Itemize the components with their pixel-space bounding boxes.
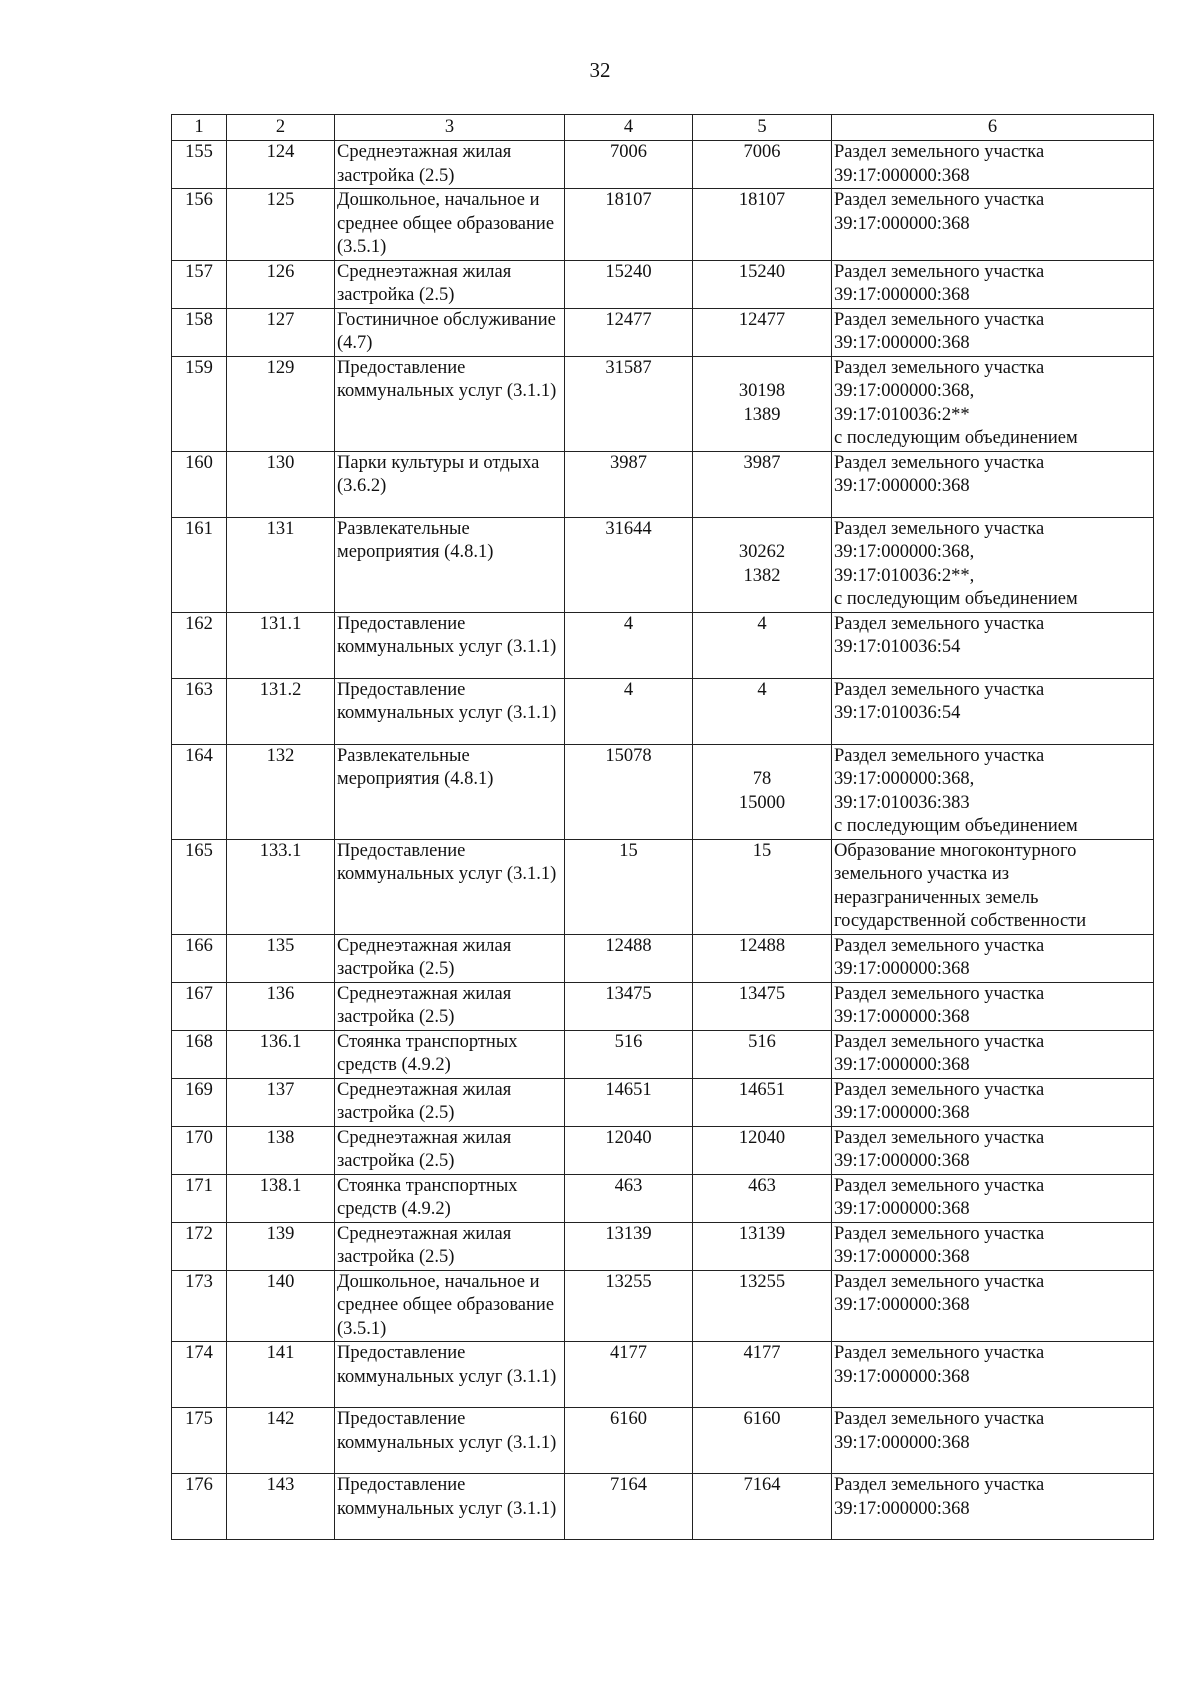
area-parts-cell: 78 15000 <box>693 744 832 839</box>
formation-method-cell: Раздел земельного участка 39:17:000000:368 <box>832 1078 1154 1126</box>
plot-area-cell: 31587 <box>565 356 693 451</box>
formation-method-cell: Раздел земельного участка 39:17:000000:368, 39:17:010036:2** с последующим объединением <box>832 356 1154 451</box>
area-parts-cell: 12488 <box>693 934 832 982</box>
column-header-5: 5 <box>693 115 832 141</box>
row-number-cell: 164 <box>172 744 227 839</box>
table-row <box>172 839 1154 934</box>
plot-number-cell: 125 <box>227 189 335 261</box>
plot-area-cell: 4177 <box>565 1342 693 1408</box>
formation-method-cell: Раздел земельного участка 39:17:000000:368 <box>832 1474 1154 1540</box>
formation-method-cell: Раздел земельного участка 39:17:000000:368 <box>832 189 1154 261</box>
plot-area-cell: 31644 <box>565 517 693 612</box>
plot-number-cell: 138.1 <box>227 1174 335 1222</box>
row-number-cell: 176 <box>172 1474 227 1540</box>
permitted-use-cell: Среднеэтажная жилая застройка (2.5) <box>335 1078 565 1126</box>
row-number-cell: 168 <box>172 1030 227 1078</box>
table-row <box>172 1030 1154 1078</box>
area-parts-cell: 15240 <box>693 260 832 308</box>
plot-area-cell: 15 <box>565 839 693 934</box>
permitted-use-cell: Предоставление коммунальных услуг (3.1.1) <box>335 1474 565 1540</box>
formation-method-cell: Раздел земельного участка 39:17:010036:54 <box>832 678 1154 744</box>
row-number-cell: 175 <box>172 1408 227 1474</box>
row-number-cell: 174 <box>172 1342 227 1408</box>
plot-area-cell: 4 <box>565 612 693 678</box>
plot-number-cell: 129 <box>227 356 335 451</box>
row-number-cell: 165 <box>172 839 227 934</box>
table-row <box>172 1408 1154 1474</box>
plot-area-cell: 463 <box>565 1174 693 1222</box>
column-header-4: 4 <box>565 115 693 141</box>
row-number-cell: 171 <box>172 1174 227 1222</box>
row-number-cell: 160 <box>172 451 227 517</box>
plot-area-cell: 13475 <box>565 982 693 1030</box>
plot-area-cell: 13139 <box>565 1222 693 1270</box>
plot-area-cell: 15078 <box>565 744 693 839</box>
table-body <box>172 141 1154 1540</box>
plot-number-cell: 138 <box>227 1126 335 1174</box>
area-parts-cell: 4 <box>693 612 832 678</box>
formation-method-cell: Раздел земельного участка 39:17:000000:368 <box>832 1342 1154 1408</box>
permitted-use-cell: Среднеэтажная жилая застройка (2.5) <box>335 260 565 308</box>
row-number-cell: 158 <box>172 308 227 356</box>
plot-area-cell: 7006 <box>565 141 693 189</box>
plot-area-cell: 12488 <box>565 934 693 982</box>
permitted-use-cell: Гостиничное обслуживание (4.7) <box>335 308 565 356</box>
formation-method-cell: Раздел земельного участка 39:17:000000:368 <box>832 1270 1154 1342</box>
permitted-use-cell: Стоянка транспортных средств (4.9.2) <box>335 1030 565 1078</box>
permitted-use-cell: Стоянка транспортных средств (4.9.2) <box>335 1174 565 1222</box>
table-row <box>172 678 1154 744</box>
plot-number-cell: 140 <box>227 1270 335 1342</box>
area-parts-cell: 516 <box>693 1030 832 1078</box>
plot-area-cell: 516 <box>565 1030 693 1078</box>
permitted-use-cell: Среднеэтажная жилая застройка (2.5) <box>335 1126 565 1174</box>
plot-area-cell: 13255 <box>565 1270 693 1342</box>
permitted-use-cell: Предоставление коммунальных услуг (3.1.1) <box>335 612 565 678</box>
plot-number-cell: 126 <box>227 260 335 308</box>
row-number-cell: 161 <box>172 517 227 612</box>
plot-area-cell: 14651 <box>565 1078 693 1126</box>
table-row <box>172 1078 1154 1126</box>
plot-number-cell: 142 <box>227 1408 335 1474</box>
column-header-6: 6 <box>832 115 1154 141</box>
area-parts-cell: 14651 <box>693 1078 832 1126</box>
area-parts-cell: 13139 <box>693 1222 832 1270</box>
column-header-1: 1 <box>172 115 227 141</box>
row-number-cell: 163 <box>172 678 227 744</box>
formation-method-cell: Раздел земельного участка 39:17:000000:368 <box>832 141 1154 189</box>
plot-number-cell: 124 <box>227 141 335 189</box>
row-number-cell: 166 <box>172 934 227 982</box>
formation-method-cell: Раздел земельного участка 39:17:010036:54 <box>832 612 1154 678</box>
row-number-cell: 169 <box>172 1078 227 1126</box>
formation-method-cell: Раздел земельного участка 39:17:000000:368 <box>832 451 1154 517</box>
permitted-use-cell: Развлекательные мероприятия (4.8.1) <box>335 744 565 839</box>
plot-area-cell: 12040 <box>565 1126 693 1174</box>
row-number-cell: 159 <box>172 356 227 451</box>
permitted-use-cell: Предоставление коммунальных услуг (3.1.1) <box>335 356 565 451</box>
area-parts-cell: 30198 1389 <box>693 356 832 451</box>
table-row <box>172 517 1154 612</box>
table-row <box>172 982 1154 1030</box>
area-parts-cell: 4177 <box>693 1342 832 1408</box>
permitted-use-cell: Предоставление коммунальных услуг (3.1.1) <box>335 678 565 744</box>
row-number-cell: 170 <box>172 1126 227 1174</box>
area-parts-cell: 30262 1382 <box>693 517 832 612</box>
table-row <box>172 189 1154 261</box>
plot-area-cell: 4 <box>565 678 693 744</box>
formation-method-cell: Образование многоконтурного земельного участка из неразграниченных земель государственной собственности <box>832 839 1154 934</box>
formation-method-cell: Раздел земельного участка 39:17:000000:368 <box>832 982 1154 1030</box>
row-number-cell: 156 <box>172 189 227 261</box>
permitted-use-cell: Среднеэтажная жилая застройка (2.5) <box>335 1222 565 1270</box>
area-parts-cell: 15 <box>693 839 832 934</box>
plot-number-cell: 136.1 <box>227 1030 335 1078</box>
area-parts-cell: 6160 <box>693 1408 832 1474</box>
permitted-use-cell: Среднеэтажная жилая застройка (2.5) <box>335 982 565 1030</box>
table-row <box>172 612 1154 678</box>
area-parts-cell: 3987 <box>693 451 832 517</box>
permitted-use-cell: Парки культуры и отдыха (3.6.2) <box>335 451 565 517</box>
table-header <box>172 115 1154 141</box>
table-row <box>172 1222 1154 1270</box>
area-parts-cell: 4 <box>693 678 832 744</box>
plot-number-cell: 137 <box>227 1078 335 1126</box>
permitted-use-cell: Среднеэтажная жилая застройка (2.5) <box>335 934 565 982</box>
land-plots-table <box>171 114 1154 1540</box>
area-parts-cell: 13475 <box>693 982 832 1030</box>
permitted-use-cell: Предоставление коммунальных услуг (3.1.1) <box>335 1408 565 1474</box>
formation-method-cell: Раздел земельного участка 39:17:000000:368 <box>832 1222 1154 1270</box>
area-parts-cell: 463 <box>693 1174 832 1222</box>
area-parts-cell: 12477 <box>693 308 832 356</box>
header-row <box>172 115 1154 141</box>
plot-area-cell: 12477 <box>565 308 693 356</box>
plot-number-cell: 133.1 <box>227 839 335 934</box>
column-header-2: 2 <box>227 115 335 141</box>
table-row <box>172 1474 1154 1540</box>
permitted-use-cell: Предоставление коммунальных услуг (3.1.1) <box>335 839 565 934</box>
formation-method-cell: Раздел земельного участка 39:17:000000:368 <box>832 308 1154 356</box>
plot-number-cell: 130 <box>227 451 335 517</box>
table-row <box>172 1126 1154 1174</box>
formation-method-cell: Раздел земельного участка 39:17:000000:368 <box>832 1030 1154 1078</box>
area-parts-cell: 18107 <box>693 189 832 261</box>
formation-method-cell: Раздел земельного участка 39:17:000000:368, 39:17:010036:2**, с последующим объединением <box>832 517 1154 612</box>
table-row <box>172 744 1154 839</box>
row-number-cell: 173 <box>172 1270 227 1342</box>
plot-number-cell: 143 <box>227 1474 335 1540</box>
formation-method-cell: Раздел земельного участка 39:17:000000:368 <box>832 260 1154 308</box>
plot-number-cell: 131.2 <box>227 678 335 744</box>
formation-method-cell: Раздел земельного участка 39:17:000000:368, 39:17:010036:383 с последующим объединением <box>832 744 1154 839</box>
formation-method-cell: Раздел земельного участка 39:17:000000:368 <box>832 1126 1154 1174</box>
plot-area-cell: 18107 <box>565 189 693 261</box>
plot-number-cell: 127 <box>227 308 335 356</box>
permitted-use-cell: Предоставление коммунальных услуг (3.1.1) <box>335 1342 565 1408</box>
row-number-cell: 167 <box>172 982 227 1030</box>
plot-number-cell: 139 <box>227 1222 335 1270</box>
table-row <box>172 308 1154 356</box>
row-number-cell: 155 <box>172 141 227 189</box>
area-parts-cell: 7164 <box>693 1474 832 1540</box>
plot-area-cell: 15240 <box>565 260 693 308</box>
formation-method-cell: Раздел земельного участка 39:17:000000:368 <box>832 1174 1154 1222</box>
area-parts-cell: 13255 <box>693 1270 832 1342</box>
plot-number-cell: 136 <box>227 982 335 1030</box>
permitted-use-cell: Среднеэтажная жилая застройка (2.5) <box>335 141 565 189</box>
table-row <box>172 260 1154 308</box>
plot-area-cell: 7164 <box>565 1474 693 1540</box>
plot-area-cell: 3987 <box>565 451 693 517</box>
plot-number-cell: 132 <box>227 744 335 839</box>
area-parts-cell: 7006 <box>693 141 832 189</box>
table-row <box>172 1342 1154 1408</box>
row-number-cell: 162 <box>172 612 227 678</box>
table-row <box>172 1270 1154 1342</box>
plot-number-cell: 141 <box>227 1342 335 1408</box>
formation-method-cell: Раздел земельного участка 39:17:000000:368 <box>832 934 1154 982</box>
table-row <box>172 356 1154 451</box>
table-row <box>172 934 1154 982</box>
area-parts-cell: 12040 <box>693 1126 832 1174</box>
table-row <box>172 451 1154 517</box>
permitted-use-cell: Дошкольное, начальное и среднее общее образование (3.5.1) <box>335 1270 565 1342</box>
row-number-cell: 172 <box>172 1222 227 1270</box>
table-row <box>172 141 1154 189</box>
row-number-cell: 157 <box>172 260 227 308</box>
permitted-use-cell: Развлекательные мероприятия (4.8.1) <box>335 517 565 612</box>
permitted-use-cell: Дошкольное, начальное и среднее общее образование (3.5.1) <box>335 189 565 261</box>
plot-area-cell: 6160 <box>565 1408 693 1474</box>
table-row <box>172 1174 1154 1222</box>
plot-number-cell: 131.1 <box>227 612 335 678</box>
plot-number-cell: 135 <box>227 934 335 982</box>
column-header-3: 3 <box>335 115 565 141</box>
formation-method-cell: Раздел земельного участка 39:17:000000:368 <box>832 1408 1154 1474</box>
plot-number-cell: 131 <box>227 517 335 612</box>
page-number: 32 <box>589 58 611 82</box>
